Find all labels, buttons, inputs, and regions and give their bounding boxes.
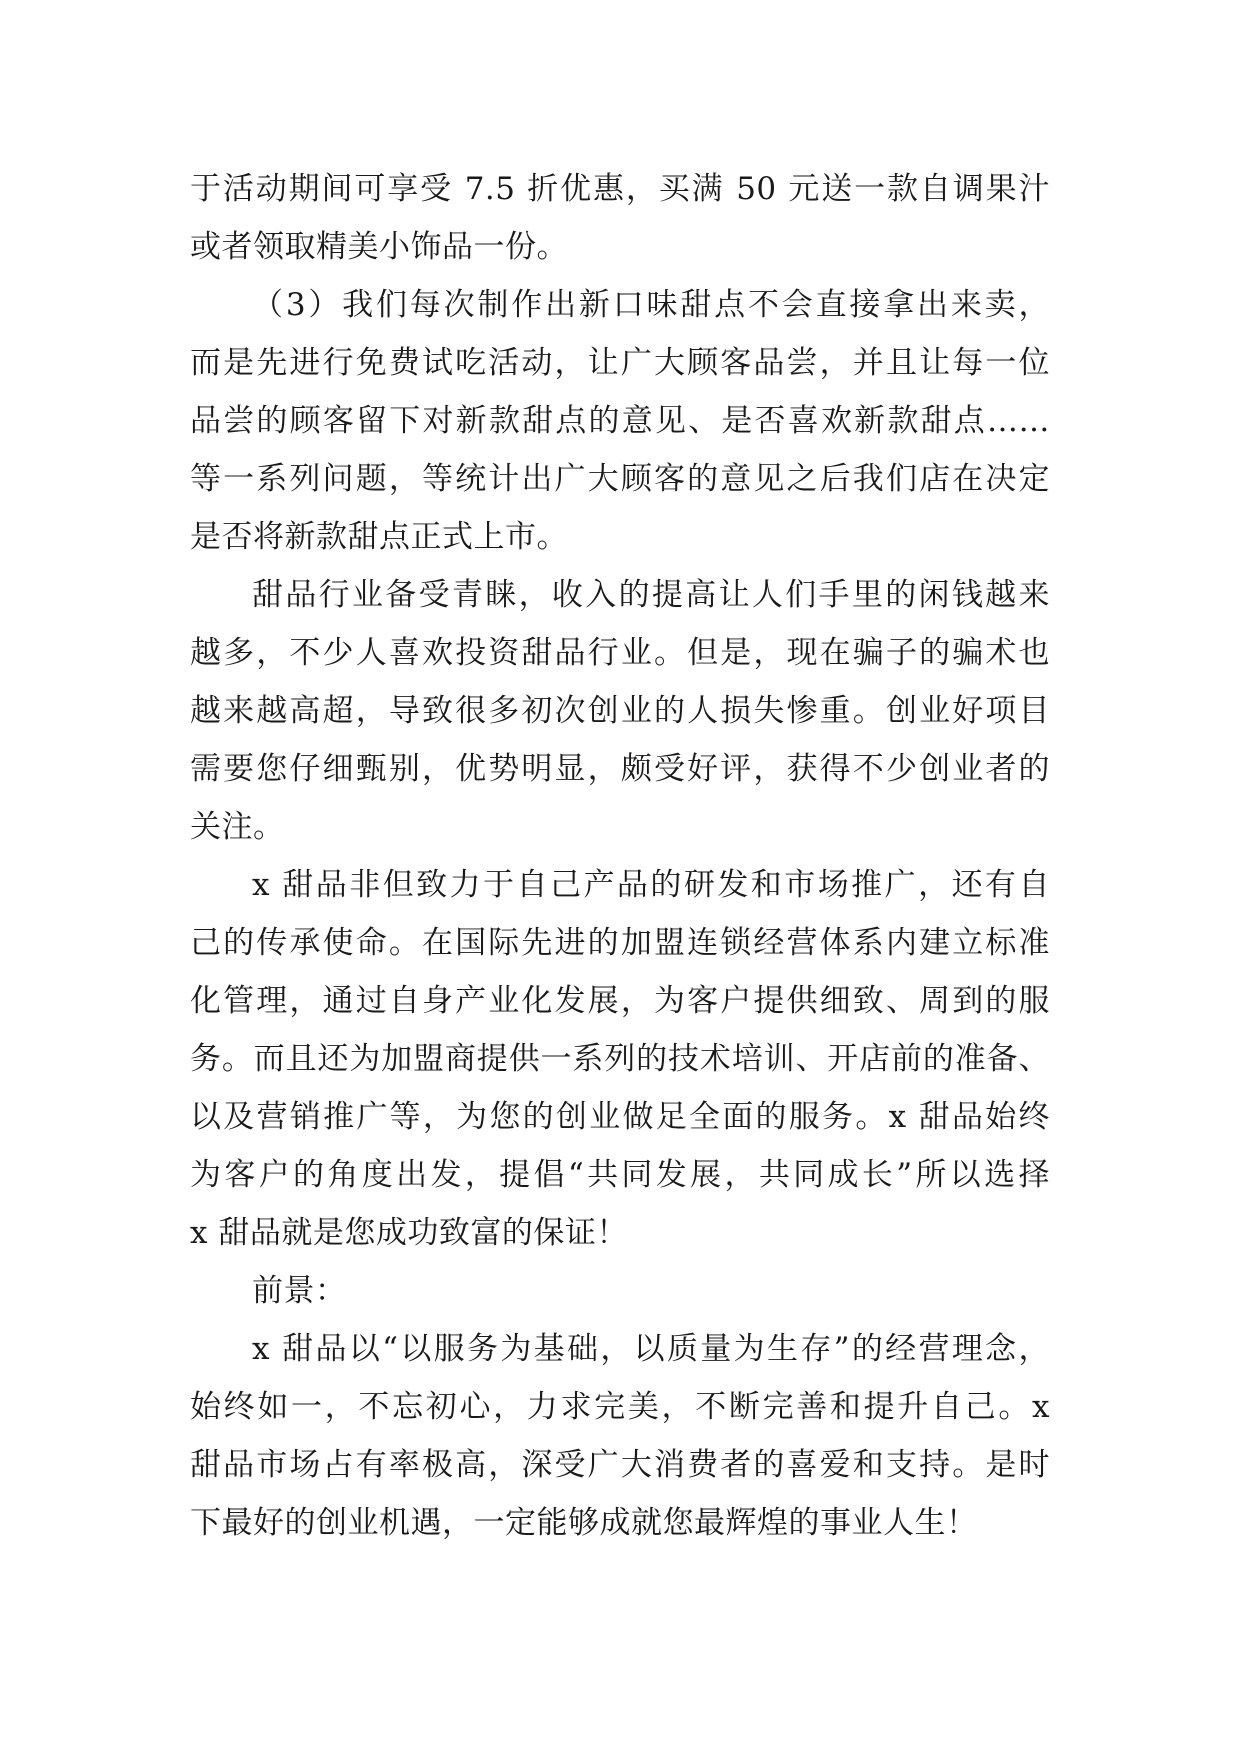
text-line: x 甜品就是您成功致富的保证！ (190, 1215, 628, 1251)
text-line: 为客户的角度出发，提倡“共同发展，共同成长”所以选择 (190, 1157, 1050, 1193)
text-line: 品尝的顾客留下对新款甜点的意见、是否喜欢新款甜点…… (190, 403, 1050, 439)
text-line: x 甜品以“以服务为基础，以质量为生存”的经营理念， (252, 1331, 1050, 1367)
text-line: 需要您仔细甄别，优势明显，颇受好评，获得不少创业者的 (190, 751, 1050, 787)
text-line: 甜品行业备受青睐，收入的提高让人们手里的闲钱越来 (252, 577, 1050, 613)
document-body (190, 160, 1050, 1552)
text-line: 以及营销推广等，为您的创业做足全面的服务。x 甜品始终 (190, 1099, 1050, 1135)
text-line: 始终如一，不忘初心，力求完美，不断完善和提升自己。x (190, 1389, 1050, 1425)
text-line: x 甜品非但致力于自己产品的研发和市场推广，还有自 (252, 867, 1050, 903)
section-heading: 前景： (252, 1273, 347, 1309)
text-line: 越多，不少人喜欢投资甜品行业。但是，现在骗子的骗术也 (190, 635, 1050, 671)
text-line: 关注。 (190, 809, 285, 845)
text-line: 化管理，通过自身产业化发展，为客户提供细致、周到的服 (190, 983, 1050, 1019)
text-line: 而是先进行免费试吃活动，让广大顾客品尝，并且让每一位 (190, 345, 1050, 381)
text-line: 或者领取精美小饰品一份。 (190, 229, 568, 265)
text-line: 下最好的创业机遇，一定能够成就您最辉煌的事业人生！ (190, 1505, 978, 1541)
text-line: 等一系列问题，等统计出广大顾客的意见之后我们店在决定 (190, 461, 1050, 497)
text-line: 甜品市场占有率极高，深受广大消费者的喜爱和支持。是时 (190, 1447, 1050, 1483)
text-line: 越来越高超，导致很多初次创业的人损失惨重。创业好项目 (190, 693, 1050, 729)
text-line: （3）我们每次制作出新口味甜点不会直接拿出来卖， (252, 287, 1050, 323)
text-line: 务。而且还为加盟商提供一系列的技术培训、开店前的准备、 (190, 1041, 1050, 1077)
text-line: 于活动期间可享受 7.5 折优惠，买满 50 元送一款自调果汁 (190, 171, 1050, 207)
text-line: 己的传承使命。在国际先进的加盟连锁经营体系内建立标准 (190, 925, 1050, 961)
text-line: 是否将新款甜点正式上市。 (190, 519, 568, 555)
